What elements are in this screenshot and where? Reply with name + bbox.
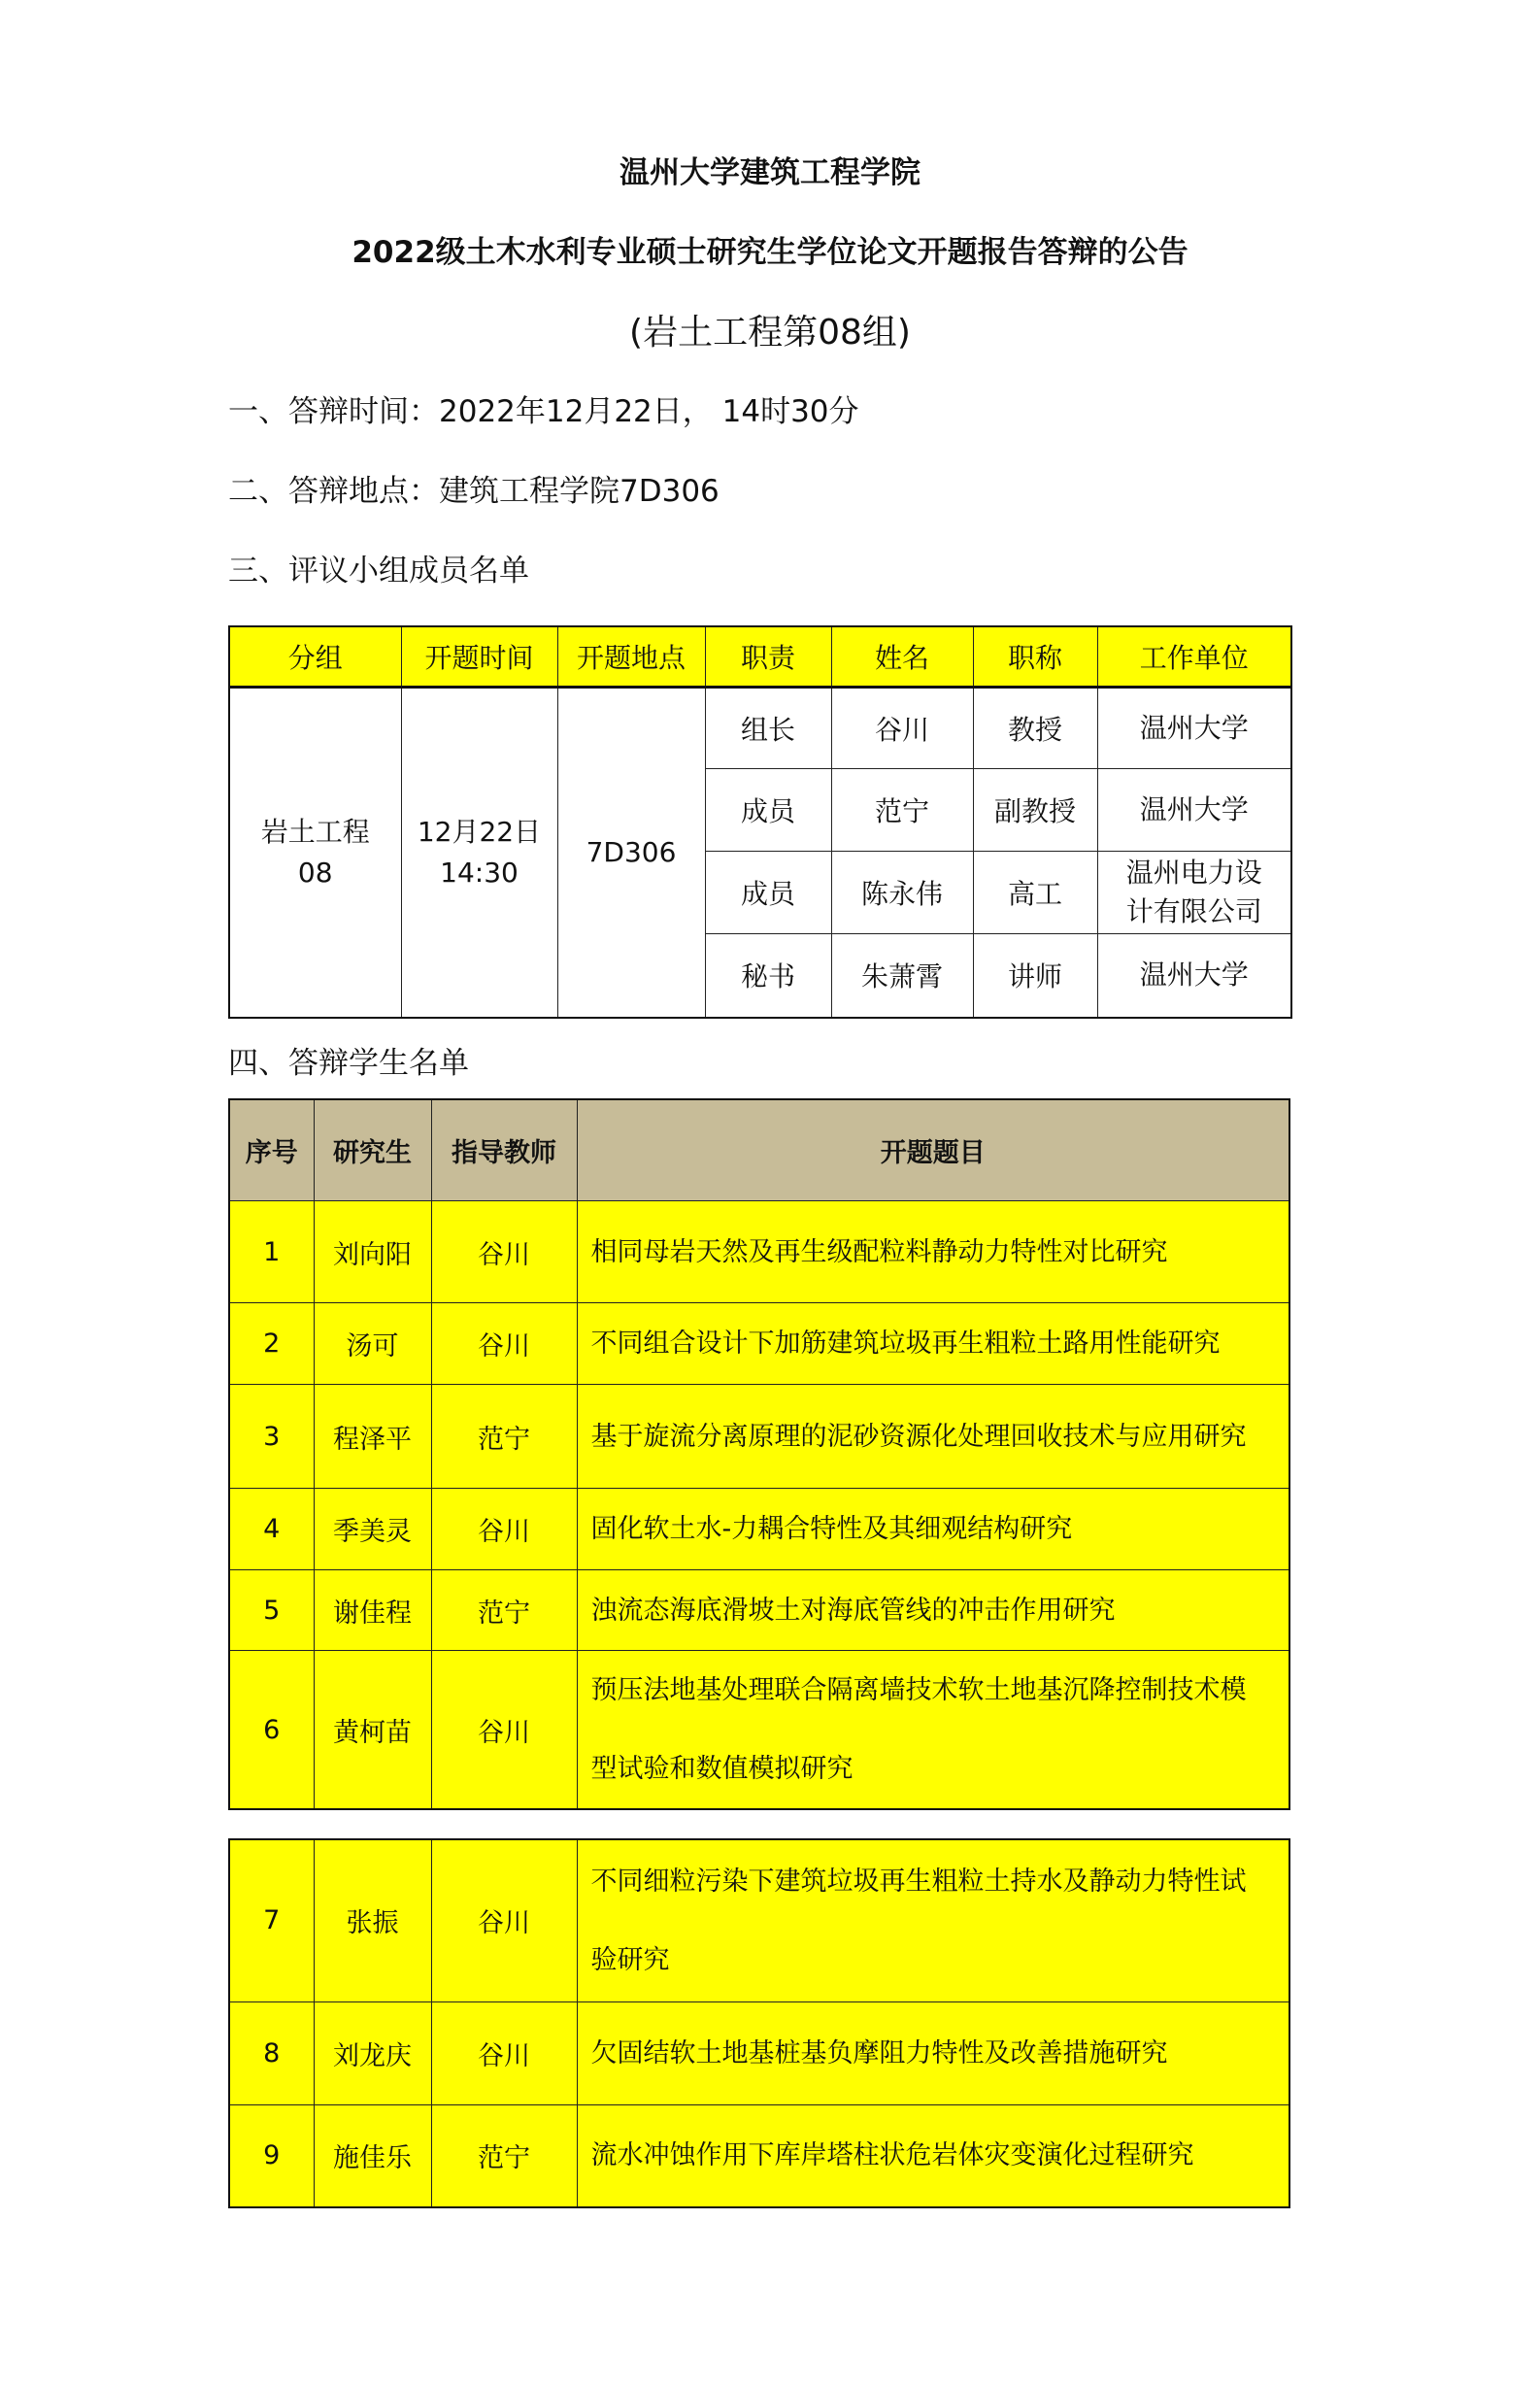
student-advisor: 范宁 [431,1570,577,1651]
member-title: 副教授 [973,769,1097,852]
committee-group: 岩土工程 08 [229,688,401,1018]
header-cell: 姓名 [831,626,973,688]
student-name: 刘向阳 [314,1201,431,1303]
student-row [229,1651,1289,1810]
student-advisor: 谷川 [431,1839,577,2001]
header-cell: 职责 [705,626,831,688]
member-role: 成员 [705,852,831,934]
student-row [229,2001,1289,2104]
member-role: 秘书 [705,934,831,1018]
student-topic: 预压法地基处理联合隔离墙技术软土地基沉降控制技术模型试验和数值模拟研究 [577,1651,1289,1810]
committee-heading: 三、评议小组成员名单 [228,554,529,589]
student-topic: 相同母岩天然及再生级配粒料静动力特性对比研究 [577,1201,1289,1303]
student-no: 8 [229,2001,314,2104]
student-advisor: 谷川 [431,1201,577,1303]
student-no: 9 [229,2104,314,2207]
header-cell: 开题题目 [577,1099,1289,1201]
committee-time: 12月22日 14:30 [401,688,557,1018]
student-advisor: 谷川 [431,1489,577,1570]
student-row [229,1385,1289,1489]
member-unit: 温州大学 [1097,688,1291,769]
member-name: 谷川 [831,688,973,769]
student-name: 刘龙庆 [314,2001,431,2104]
students-heading: 四、答辩学生名单 [228,1046,469,1081]
student-topic: 基于旋流分离原理的泥砂资源化处理回收技术与应用研究 [577,1385,1289,1489]
header-cell: 工作单位 [1097,626,1291,688]
member-name: 范宁 [831,769,973,852]
student-name: 程泽平 [314,1385,431,1489]
header-cell: 开题地点 [557,626,705,688]
member-role: 成员 [705,769,831,852]
student-no: 3 [229,1385,314,1489]
student-topic: 流水冲蚀作用下库岸塔柱状危岩体灾变演化过程研究 [577,2104,1289,2207]
student-advisor: 谷川 [431,2001,577,2104]
member-name: 陈永伟 [831,852,973,934]
student-topic: 不同细粒污染下建筑垃圾再生粗粒土持水及静动力特性试验研究 [577,1839,1289,2001]
student-name: 施佳乐 [314,2104,431,2207]
student-row [229,2104,1289,2207]
student-row [229,1303,1289,1385]
document-title: 温州大学建筑工程学院 [619,155,921,190]
student-topic: 浊流态海底滑坡土对海底管线的冲击作用研究 [577,1570,1289,1651]
student-name: 谢佳程 [314,1570,431,1651]
member-name: 朱萧霄 [831,934,973,1018]
member-title: 讲师 [973,934,1097,1018]
member-title: 教授 [973,688,1097,769]
student-advisor: 谷川 [431,1651,577,1810]
student-row [229,1839,1289,2001]
student-no: 2 [229,1303,314,1385]
member-unit: 温州电力设计有限公司 [1097,852,1291,934]
student-row [229,1489,1289,1570]
students-table-continued [228,1838,1290,2208]
student-row [229,1201,1289,1303]
member-unit: 温州大学 [1097,934,1291,1018]
defense-time: 一、答辩时间：2022年12月22日， 14时30分 [228,394,859,429]
student-name: 汤可 [314,1303,431,1385]
member-role: 组长 [705,688,831,769]
header-cell: 指导教师 [431,1099,577,1201]
student-no: 1 [229,1201,314,1303]
student-no: 6 [229,1651,314,1810]
header-cell: 序号 [229,1099,314,1201]
committee-place: 7D306 [557,688,705,1018]
header-cell: 分组 [229,626,401,688]
member-title: 高工 [973,852,1097,934]
student-no: 7 [229,1839,314,2001]
group-label: (岩土工程第08组) [629,313,911,353]
header-cell: 职称 [973,626,1097,688]
member-unit: 温州大学 [1097,769,1291,852]
student-topic: 欠固结软土地基桩基负摩阻力特性及改善措施研究 [577,2001,1289,2104]
student-no: 4 [229,1489,314,1570]
committee-table [228,625,1292,1019]
student-advisor: 范宁 [431,1385,577,1489]
document-subtitle: 2022级土木水利专业硕士研究生学位论文开题报告答辩的公告 [352,235,1188,270]
student-advisor: 范宁 [431,2104,577,2207]
committee-row [229,688,1291,769]
student-advisor: 谷川 [431,1303,577,1385]
defense-location: 二、答辩地点：建筑工程学院7D306 [228,474,720,509]
student-no: 5 [229,1570,314,1651]
student-topic: 不同组合设计下加筋建筑垃圾再生粗粒土路用性能研究 [577,1303,1289,1385]
student-name: 张振 [314,1839,431,2001]
student-topic: 固化软土水-力耦合特性及其细观结构研究 [577,1489,1289,1570]
students-table [228,1098,1290,1810]
student-name: 季美灵 [314,1489,431,1570]
student-name: 黄柯苗 [314,1651,431,1810]
student-row [229,1570,1289,1651]
header-cell: 研究生 [314,1099,431,1201]
header-cell: 开题时间 [401,626,557,688]
